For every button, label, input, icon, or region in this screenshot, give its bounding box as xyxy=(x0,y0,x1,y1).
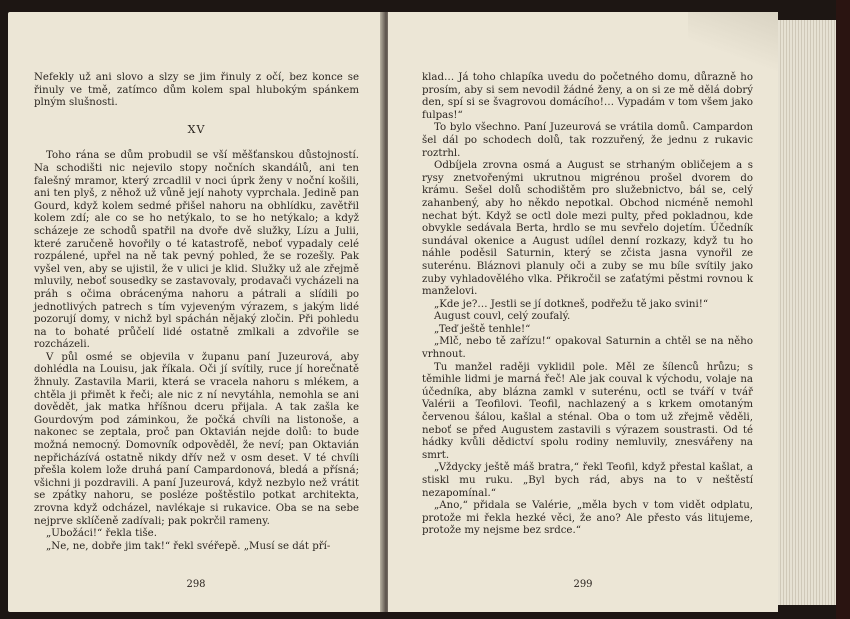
right-page-text xyxy=(422,72,753,538)
paragraph: To bylo všechno. Paní Juzeurová se vrátila domů. Campardon šel dál po schodech dolů, tak rozzuřený, že jednu z rukavic roztrhl. xyxy=(422,122,753,159)
paragraph: Toho rána se dům probudil se vší měšťanskou důstojností. Na schodišti nic nejevilo stopy nočních skandálů, ani ten falešný mramor, který zrcadlil v noci úprk ženy v noční košili, ani ten plyš, z něhož už vůně její nahoty vyprchala. Jedině pan Gourd, když kolem sedmé přišel nahoru na obhlídku, zavětřil kolem zdí; ale co se ho netýkalo, to se ho netýkalo; a když scházeje ze schodů spatřil na dvoře dvě služky, Lízu a Julii, které zaručeně hovořily o té katastrofě, neboť vypadaly celé rozpálené, upřel na ně tak pevný pohled, že se rozešly. Pak vyšel ven, aby se ujistil, že v ulici je klid. Služky už ale zřejmě mluvily, neboť sousedky se zastavovaly, prodavači vycházeli na práh s očima obrácenýma nahoru a pátrali a slídili po jednotlivých patrech s tím vyjeveným výrazem, s jakým lidé pozorují domy, v nichž byl spáchán nějaký zločin. Při pohledu na to bohaté průčelí lidé ostatně zmlkali a zdvořile se rozcházeli. xyxy=(34,150,359,351)
paragraph: „Ubožáci!“ řekla tiše. xyxy=(46,528,157,540)
paragraph: „Teď ještě tenhle!“ xyxy=(434,323,531,335)
paragraph: Tu manžel raději vyklidil pole. Měl ze šílenců hrůzu; s těmihle lidmi je marná řeč! Ale jak couval k východu, volaje na účedníka, aby blázna zamkl v suterénu, octl se tváří v tvář Valérii a Teofilovi. Teofil, nachlazený a s krkem omotaným červenou šálou, kašlal a sténal. Oba o tom už zřejmě věděli, neboť se před Augustem zastavili s výrazem soustrasti. Od té hádky kvůli dědictví spolu rodiny nemluvily, znesvářeny na smrt. xyxy=(422,361,753,461)
left-page-text xyxy=(34,72,359,553)
paragraph: Odbíjela zrovna osmá a August se strhaným obličejem a s rysy znetvořenými ukrutnou migrénou prošel dvorem do krámu. Sešel dolů schodištěm pro služebnictvo, bál se, celý zahanbený, aby ho někdo nepotkal. Obchod nicméně nemohl nechat být. Když se octl dole mezi pulty, před pokladnou, kde obvykle sedávala Berta, hrdlo se mu sevřelo dojetím. Účedník sundával okenice a August udílel denní rozkazy, když tu ho náhle poděsil Saturnin, který se zčista jasna vynořil ze suterénu. Bláznovi planuly oči a zuby se mu bíle svítily jako zuby vyhladovělého vlka. Přikročil se zaťatými pěstmi rovnou k manželovi. xyxy=(422,160,753,298)
paragraph: „Kde je?… Jestli se jí dotkneš, podřežu tě jako svini!“ xyxy=(434,298,709,310)
page-number-left: 298 xyxy=(186,579,206,590)
page-number-right: 299 xyxy=(573,579,593,590)
paragraph: „Ne, ne, dobře jim tak!“ řekl svéřepě. „Musí se dát pří- xyxy=(46,540,331,552)
book-cover-edge xyxy=(836,0,850,619)
opening-paragraph: Nefekly už ani slovo a slzy se jim řinuly z očí, bez konce se řinuly ve tmě, zatímco dům kolem spal hlubokým spánkem plným slušnosti. xyxy=(34,72,359,109)
left-page xyxy=(8,12,384,612)
right-page xyxy=(388,12,778,612)
paragraph: V půl osmé se objevila v županu paní Juzeurová, aby dohlédla na Louisu, jak říkala. Oči jí svítily, ruce jí horečnatě žhnuly. Zastavila Marii, která se vracela nahoru s mlékem, a chtěla ji přimět k řeči; ale nic z ní nevytáhla, nemohla se ani dovědět, jak matka hříšnou dceru přijala. A tak zašla ke Gourdovým pod záminkou, že počká chvíli na listonoše, a nakonec se zeptala, proč pan Oktavián nejde dolů: to bude možná nemocný. Domovník odpověděl, že neví; pan Oktavián nepřicházívá ostatně nikdy dřív než v osm deset. V té chvíli přešla kolem lože druhá paní Campardonová, bledá a přísná; všichni ji pozdravili. A paní Juzeurová, když nezbylo než vrátit se zpátky nahoru, se posléze poštěstilo potkat architekta, zrovna když odcházel, navlékaje si rukavice. Oba se na sebe nejprve sklíčeně zadívali; pak pokrčil rameny. xyxy=(34,351,359,527)
paragraph: „Ano,“ přidala se Valérie, „měla bych v tom vidět odplatu, protože mi řekla hezké věci, že ano? Ale přesto vás litujeme, protože my nejsme bez srdce.“ xyxy=(422,500,753,537)
page-edges xyxy=(778,20,836,605)
paragraph: „Vždycky ještě máš bratra,“ řekl Teofil, když přestal kašlat, a stiskl mu ruku. „Byl bych rád, abys na to v neštěstí nezapomínal.“ xyxy=(422,462,753,499)
chapter-heading: XV xyxy=(187,122,206,136)
paragraph: klad… Já toho chlapíka uvedu do početného domu, důrazně ho prosím, aby si sem nevodil žádné ženy, a on si ze mě dělá dobrý den, spí si se švagrovou domácího!… Vypadám v tom všem jako fulpas!“ xyxy=(422,72,753,121)
paragraph: „Mlč, nebo tě zařízu!“ opakoval Saturnin a chtěl se na něho vrhnout. xyxy=(422,336,753,361)
paragraph: August couvl, celý zoufalý. xyxy=(434,311,571,323)
